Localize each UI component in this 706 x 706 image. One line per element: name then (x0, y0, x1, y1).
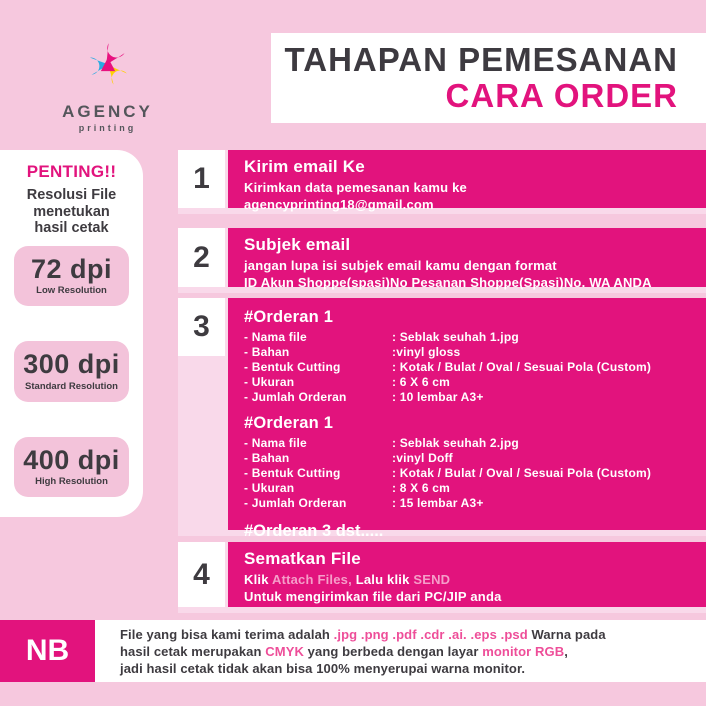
order-value: :vinyl Doff (392, 451, 453, 466)
text-part: File yang bisa kami terima adalah (120, 627, 334, 642)
resolution-info-panel (0, 150, 143, 517)
step-4-line (244, 572, 698, 588)
attach-files-highlight: Attach Files, (271, 572, 352, 588)
text-part: hasil cetak merupakan (120, 644, 266, 659)
order-label: - Bentuk Cutting (244, 360, 341, 375)
step-1-line: Kirimkan data pemesanan kamu ke (244, 180, 467, 196)
order-3-etc: #Orderan 3 dst..... (244, 522, 384, 541)
order-label: - Bahan (244, 345, 290, 360)
dpi-label: Standard Resolution (25, 380, 118, 392)
step-2-line: jangan lupa isi subjek email kamu dengan format (244, 258, 557, 274)
dpi-value: 300 dpi (23, 349, 120, 380)
nb-badge: NB (0, 620, 95, 682)
step-1-email: agencyprinting18@gmail.com (244, 196, 434, 212)
step-3-number: 3 (178, 298, 225, 356)
page-title: TAHAPAN PEMESANAN (284, 40, 678, 78)
sidebar-subline: menetukan (33, 203, 110, 220)
order-2-title: #Orderan 1 (244, 414, 334, 433)
brand-name: AGENCY (62, 102, 153, 121)
sidebar-heading: PENTING!! (26, 162, 117, 181)
order-detail-row (244, 436, 698, 451)
dpi-value: 72 dpi (30, 254, 113, 285)
step-4-content (228, 542, 706, 607)
nb-line (120, 626, 700, 643)
order-detail-row (244, 496, 698, 511)
order-value: :vinyl gloss (392, 345, 461, 360)
step-2-content (228, 228, 706, 290)
order-label: - Ukuran (244, 481, 295, 496)
rgb-highlight: monitor RGB (482, 644, 565, 659)
step-4-row (178, 542, 706, 613)
order-label: - Bahan (244, 451, 290, 466)
send-highlight: SEND (413, 572, 451, 588)
dpi-card-300 (14, 341, 129, 401)
step-1-number: 1 (178, 150, 225, 208)
step-2-line: ID Akun Shoppe(spasi)No Pesanan Shoppe(Spasi)No. WA ANDA (244, 274, 652, 290)
order-detail-row (244, 481, 698, 496)
order-value: : Kotak / Bulat / Oval / Sesuai Pola (Custom) (392, 360, 652, 375)
step-3-row (178, 298, 706, 541)
step-4-number: 4 (178, 542, 225, 607)
text-part: yang berbeda dengan layar (303, 644, 483, 659)
step-2-number: 2 (178, 228, 225, 287)
order-detail-row (244, 330, 698, 345)
order-value: : 15 lembar A3+ (392, 496, 484, 511)
sidebar-subline: Resolusi File (26, 187, 117, 203)
order-1-title: #Orderan 1 (244, 308, 334, 326)
text-part: Klik (244, 572, 272, 588)
dpi-value: 400 dpi (23, 444, 120, 475)
order-value: : 6 X 6 cm (392, 375, 451, 390)
step-1-content (228, 150, 706, 212)
step-2-row (178, 228, 706, 293)
order-label: - Jumlah Orderan (244, 496, 347, 511)
step-1-row (178, 150, 706, 214)
cmyk-highlight: CMYK (265, 644, 304, 659)
file-formats-highlight: .jpg .png .pdf .cdr .ai. .eps .psd (333, 627, 528, 642)
step-1-title: Kirim email Ke (244, 157, 365, 176)
dpi-card-400 (14, 437, 129, 497)
order-label: - Nama file (244, 330, 307, 345)
step-4-line: Untuk mengirimkan file dari PC/JIP anda (244, 588, 502, 604)
order-detail-row (244, 451, 698, 466)
text-part: , (564, 644, 568, 659)
page-subtitle: CARA ORDER (445, 77, 678, 114)
header-title-box (271, 33, 706, 123)
sidebar-subline: hasil cetak (34, 220, 109, 237)
dpi-card-72 (14, 246, 129, 306)
step-2-title: Subjek email (244, 235, 351, 254)
order-detail-row (244, 360, 698, 375)
text-part: Warna pada (527, 627, 606, 642)
step-4-title: Sematkan File (244, 549, 361, 568)
nb-line: jadi hasil cetak tidak akan bisa 100% menyerupai warna monitor. (120, 661, 526, 676)
dpi-label: Low Resolution (36, 285, 107, 297)
order-value: : Seblak seuhah 1.jpg (392, 330, 519, 345)
brand-tagline: printing (78, 123, 137, 133)
step-3-content (228, 298, 706, 541)
order-value: : Seblak seuhah 2.jpg (392, 436, 519, 451)
order-detail-row (244, 345, 698, 360)
agency-logo-icon (75, 30, 141, 98)
agency-logo (45, 30, 170, 133)
sidebar-subheading (0, 187, 143, 237)
order-label: - Ukuran (244, 375, 295, 390)
nb-note-panel (95, 620, 706, 682)
order-value: : 10 lembar A3+ (392, 390, 484, 405)
order-label: - Bentuk Cutting (244, 466, 341, 481)
nb-line (120, 643, 700, 660)
order-detail-row (244, 466, 698, 481)
order-value: : 8 X 6 cm (392, 481, 451, 496)
order-detail-row (244, 375, 698, 390)
order-value: : Kotak / Bulat / Oval / Sesuai Pola (Custom) (392, 466, 652, 481)
text-part: Lalu klik (351, 572, 414, 588)
dpi-label: High Resolution (35, 476, 108, 488)
order-label: - Nama file (244, 436, 307, 451)
order-detail-row (244, 390, 698, 405)
order-label: - Jumlah Orderan (244, 390, 347, 405)
